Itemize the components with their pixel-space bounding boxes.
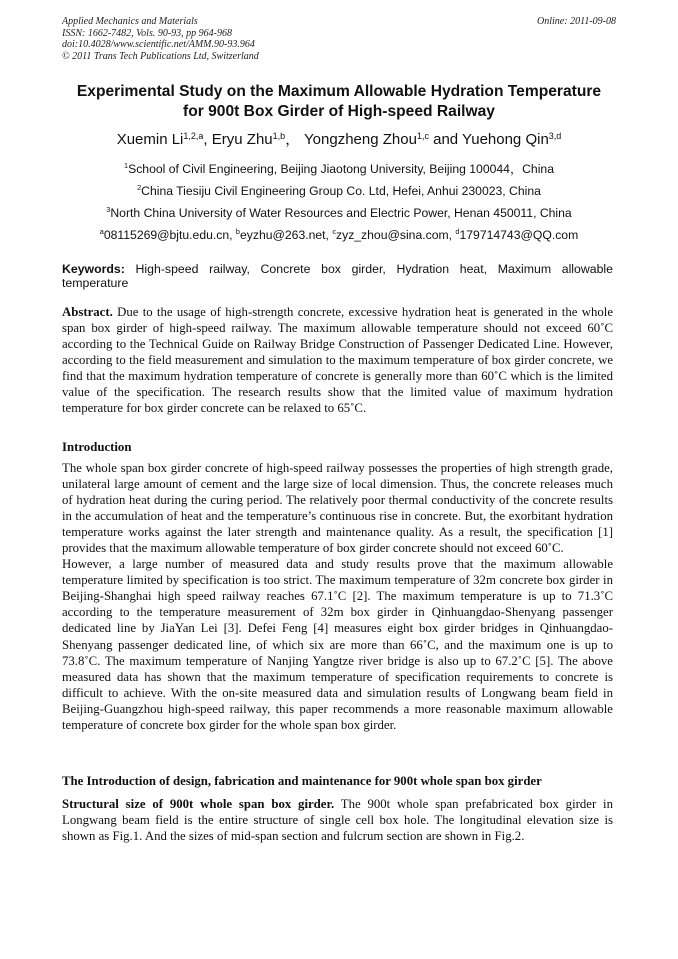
author-2: Eryu Zhu [211, 131, 273, 148]
introduction-body [62, 460, 613, 733]
title-line-2: for 900t Box Girder of High-speed Railway [183, 103, 495, 120]
author-separator: and [428, 131, 463, 148]
author-3-affiliation-mark: 1,c [416, 131, 429, 141]
email-mark: a [99, 227, 104, 236]
affiliation-1 [40, 162, 638, 177]
affiliation-text: China Tiesiju Civil Engineering Group Co. Ltd, Hefei, Anhui 230023, China [141, 184, 541, 198]
email-link[interactable]: 08115269@bjtu.edu.cn, [103, 228, 236, 242]
email-link[interactable]: 179714743@QQ.com [459, 228, 579, 242]
keywords [62, 262, 613, 290]
title-line-1: Experimental Study on the Maximum Allowable Hydration Temperature [76, 83, 602, 100]
journal-doi: doi:10.4028/www.scientific.net/AMM.90-93.964 [62, 39, 255, 50]
author-list [40, 131, 638, 149]
online-date: Online: 2011-09-08 [537, 16, 616, 27]
keywords-text: High-speed railway, Concrete box girder, Hydration heat, Maximum allowable temperature [62, 262, 613, 290]
section-body [62, 796, 613, 844]
journal-copyright: © 2011 Trans Tech Publications Ltd, Switzerland [62, 50, 259, 62]
affiliation-mark: 3 [106, 205, 111, 214]
journal-header [62, 16, 259, 62]
author-4: Yuehong Qin [462, 131, 549, 148]
email-link[interactable]: eyzhu@263.net, [240, 228, 333, 242]
journal-name: Applied Mechanics and Materials [62, 16, 198, 27]
introduction-paragraph: The whole span box girder concrete of high-speed railway possesses the properties of high strength grade, unilateral large amount of cement and the large size of local dimension. Thus, the concrete releases much of hydration heat during the curing period. The relatively poor thermal conductivity of the concrete results in the accumulation of heat and the temperature’s continuous rise in concrete. But, the exorbitant hydration temperature works against the later strength and maintenance quality. As a result, the specification [1] provides that the maximum allowable temperature of box girder concrete should not exceed 60˚C. [62, 461, 613, 556]
subsection-label: Structural size of 900t whole span box girder. [62, 797, 335, 811]
author-4-affiliation-mark: 3,d [548, 131, 562, 141]
affiliation-mark: 1 [124, 161, 129, 170]
email-mark: c [332, 227, 336, 236]
section-heading: The Introduction of design, fabrication and maintenance for 900t whole span box girder [62, 774, 542, 788]
author-emails [40, 228, 638, 243]
affiliation-text: North China University of Water Resources and Electric Power, Henan 450011, China [110, 206, 572, 220]
introduction-paragraph: However, a large number of measured data and study results prove that the maximum allowable temperature limited by specification is too strict. The maximum temperature of 32m concrete box girder in Beijing-Shanghai high speed railway reaches 67.1˚C [2]. The maximum temperature is up to 71.3˚C according to the temperature measurement of 32m box girder in Qinhuangdao-Shenyang passenger dedicated line by JiaYan Lei [3]. Defei Feng [4] measures eight box girder bridges in Qinhuangdao-Shenyang passenger dedicated line, of which six are more than 66˚C, and the maximum one is up to 73.8˚C. The maximum temperature of Nanjing Yangtze river bridge is also up to 67.2˚C [5]. The above measured data has shown that the maximum temperature of specification requirements to concrete is difficult to achieve. With the on-site measured data and simulation results of Longwang beam field in Beijing-Guangzhou high-speed railway, this paper recommends a more reasonable maximum allowable temperature of concrete box girder for the whole span box girder. [62, 557, 613, 732]
affiliation-mark: 2 [137, 183, 142, 192]
paper-title [40, 82, 638, 122]
abstract-label: Abstract. [62, 305, 113, 319]
abstract-text: Due to the usage of high-strength concrete, excessive hydration heat is generated in the whole span box girder of high-speed railway. The maximum allowable temperature should not exceed 60˚C according to the Technical Guide on Railway Bridge Construction of Passenger Dedicated Line. However, according to the field measurement and simulation to the maximum temperature of box girder concrete, we find that the maximum hydration temperature of concrete is generally more than 60˚C which is the limited value of the specification. The research results show that the limited value of maximum hydration temperature for box girder concrete can be relaxed to 65˚C. [62, 305, 613, 416]
author-separator: ， [285, 131, 305, 148]
keywords-label: Keywords: [62, 262, 125, 276]
journal-issn: ISSN: 1662-7482, Vols. 90-93, pp 964-968 [62, 27, 232, 39]
author-separator: , [203, 131, 212, 148]
author-1-affiliation-mark: 1,2,a [183, 131, 204, 141]
email-mark: d [455, 227, 460, 236]
subsection-text: The 900t whole span prefabricated box girder in Longwang beam field is the entire structure of single cell box hole. The longitudinal elevation size is shown as Fig.1. And the sizes of mid-span section and fulcrum section are shown in Fig.2. [62, 797, 613, 844]
author-1: Xuemin Li [116, 131, 184, 148]
email-link[interactable]: zyz_zhou@sina.com, [336, 228, 456, 242]
introduction-heading: Introduction [62, 440, 132, 454]
abstract [62, 304, 613, 416]
affiliation-3 [40, 206, 638, 221]
author-3: Yongzheng Zhou [304, 131, 417, 148]
author-2-affiliation-mark: 1,b [272, 131, 286, 141]
affiliation-text: School of Civil Engineering, Beijing Jiaotong University, Beijing 100044，China [128, 162, 554, 176]
email-mark: b [235, 227, 240, 236]
affiliation-2 [40, 184, 638, 199]
